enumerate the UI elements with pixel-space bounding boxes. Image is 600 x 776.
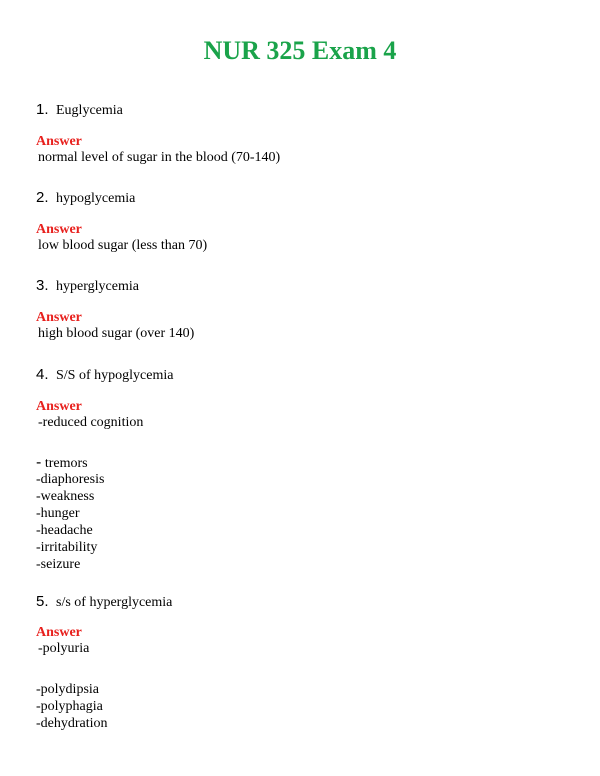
answer-extra-line: -diaphoresis <box>36 472 105 487</box>
answer-extra-line: -seizure <box>36 557 81 572</box>
answer-label: Answer <box>36 625 82 640</box>
question-number: 2. <box>36 189 49 206</box>
answer-extra-line: -polyphagia <box>36 699 103 714</box>
answer-extra-line: -hunger <box>36 506 80 521</box>
question-3 <box>36 277 139 296</box>
answer-text: low blood sugar (less than 70) <box>38 238 208 253</box>
answer-label: Answer <box>36 310 82 325</box>
answer-text: high blood sugar (over 140) <box>38 326 195 341</box>
question-1 <box>36 101 123 120</box>
answer-text: -polyuria <box>38 641 90 656</box>
page-title: NUR 325 Exam 4 <box>203 36 397 65</box>
answer-extra-line: -irritability <box>36 540 98 555</box>
list-text: tremors <box>41 456 88 471</box>
answer-extra-line: -polydipsia <box>36 682 99 697</box>
question-number: 4. <box>36 366 49 383</box>
answer-label: Answer <box>36 399 82 414</box>
question-2 <box>36 189 135 208</box>
answer-extra-line: -headache <box>36 523 93 538</box>
question-text: hyperglycemia <box>56 279 139 294</box>
question-4 <box>36 366 173 385</box>
question-text: hypoglycemia <box>56 191 136 206</box>
answer-extra-line <box>36 454 88 472</box>
question-number: 3. <box>36 277 49 294</box>
answer-extra-line: -dehydration <box>36 716 108 731</box>
question-number: 1. <box>36 101 49 118</box>
answer-text: -reduced cognition <box>38 415 144 430</box>
list-dash: - <box>36 454 42 471</box>
question-5 <box>36 593 172 612</box>
answer-text: normal level of sugar in the blood (70-140) <box>38 150 281 165</box>
answer-label: Answer <box>36 222 82 237</box>
question-number: 5. <box>36 593 49 610</box>
question-text: s/s of hyperglycemia <box>56 595 173 610</box>
answer-label: Answer <box>36 134 82 149</box>
question-text: Euglycemia <box>56 103 123 118</box>
answer-extra-line: -weakness <box>36 489 95 504</box>
question-text: S/S of hypoglycemia <box>56 368 174 383</box>
